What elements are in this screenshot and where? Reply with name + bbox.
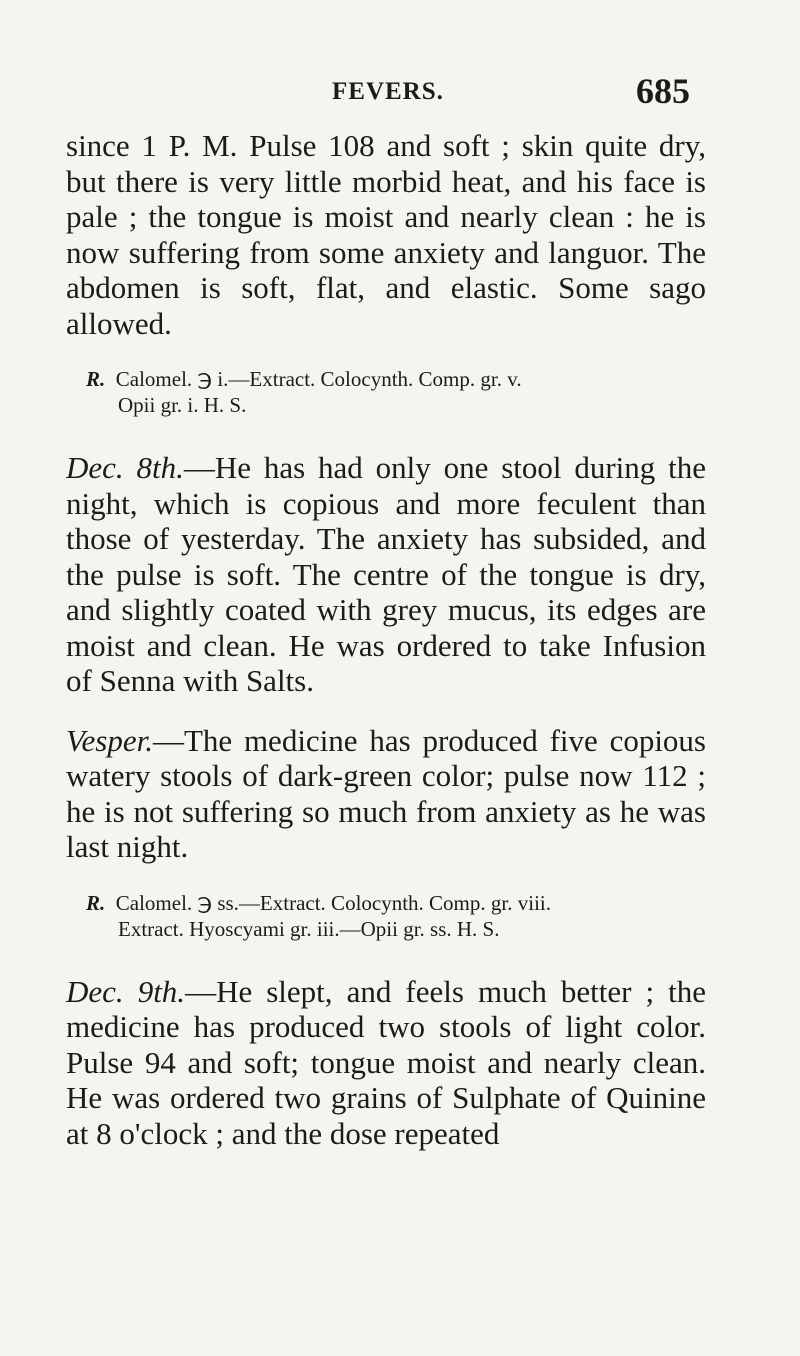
prescription-1-line-1 — [86, 366, 706, 392]
prescription-2-line-1 — [86, 890, 706, 916]
entry-dec-9-date: Dec. 9th. — [66, 973, 186, 1009]
recipe-symbol: R. — [86, 367, 106, 391]
page-number: 685 — [636, 71, 690, 111]
entry-dec-9 — [66, 974, 706, 1152]
entry-vesper-text: —The medicine has produced five copious watery stools of dark-green color; pulse now 112 ; he is not suffering so much from anxiety as he was last night. — [66, 722, 706, 864]
page-body — [66, 128, 706, 1151]
running-title: FEVERS. — [332, 78, 444, 105]
entry-dec-8 — [66, 450, 706, 699]
entry-dec-9-text: —He slept, and feels much better ; the medicine has produced two stools of light color. Pulse 94 and soft; tongue moist and nearly clean. He was ordered two grains of Sulphate of Quinine at 8 o'clock ; and the dose repeated — [66, 973, 706, 1151]
prescription-1 — [66, 366, 706, 418]
entry-dec-8-text: —He has had only one stool during the night, which is copious and more feculent than those of yesterday. The anxiety has subsided, and the pulse is soft. The centre of the tongue is dry, and slightly coated with grey mucus, its edges are moist and clean. He was ordered to take Infusion of Senna with Salts. — [66, 450, 706, 698]
paragraph-continuation: since 1 P. M. Pulse 108 and soft ; skin quite dry, but there is very little morbid heat, and his face is pale ; the tongue is moist and nearly clean : he is now suffering from some anxiety and languor. The abdomen is soft, flat, and elastic. Some sago allowed. — [66, 128, 706, 341]
entry-vesper — [66, 723, 706, 865]
prescription-1-line-2: Opii gr. i. H. S. — [118, 393, 247, 417]
entry-dec-8-date: Dec. 8th. — [66, 450, 184, 485]
entry-vesper-label: Vesper. — [66, 722, 153, 758]
recipe-symbol: R. — [86, 890, 106, 915]
prescription-2 — [66, 890, 706, 942]
prescription-1-text-1: Calomel. ℈ i.—Extract. Colocynth. Comp. gr. v. — [115, 367, 522, 391]
running-head — [0, 70, 800, 110]
prescription-2-text-1: Calomel. ℈ ss.—Extract. Colocynth. Comp. gr. viii. — [115, 890, 551, 915]
prescription-2-line-2: Extract. Hyoscyami gr. iii.—Opii gr. ss. H. S. — [118, 916, 500, 941]
